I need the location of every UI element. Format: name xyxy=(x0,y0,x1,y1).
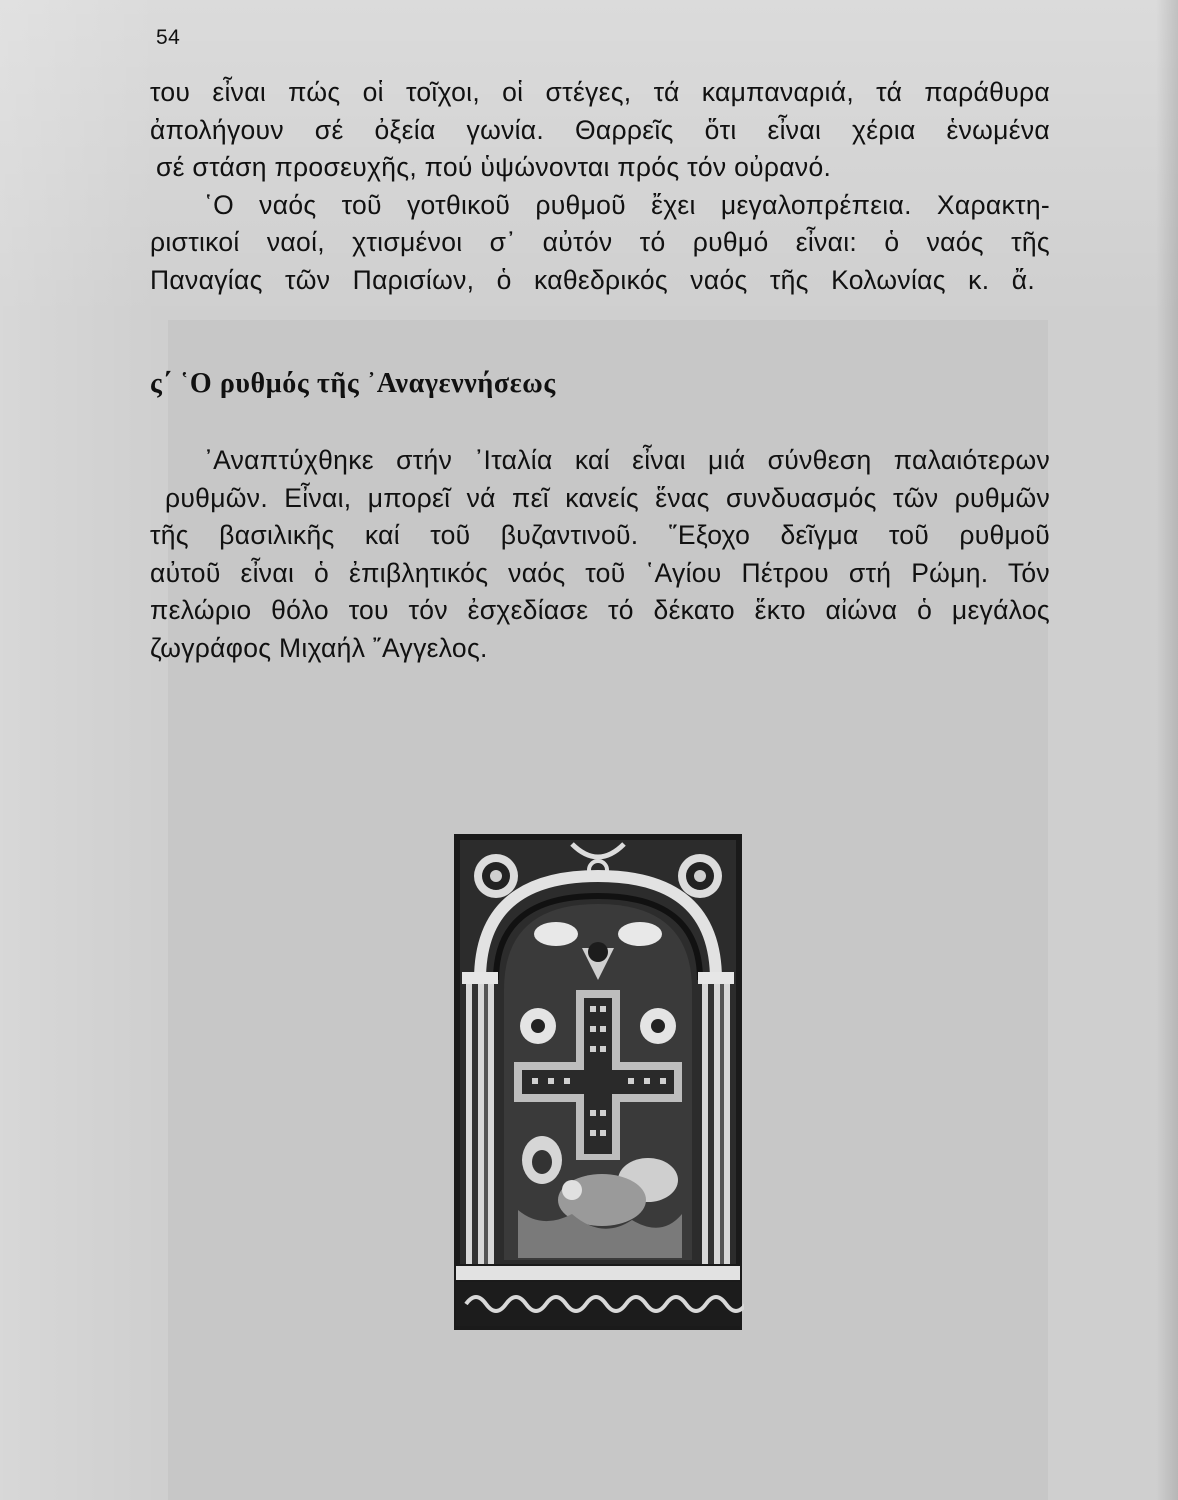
text-line: ἀπολήγουν σέ ὀξεία γωνία. Θαρρεῖς ὅτι εἶναι χέρια ἑνωμένα xyxy=(150,114,1050,145)
text-line: του εἶναι πώς οἱ τοῖχοι, οἱ στέγες, τά καμπαναριά, τά παράθυρα xyxy=(150,77,1050,107)
page-edge-shadow xyxy=(1156,0,1178,1500)
renaissance-relief-cross-icon xyxy=(452,830,744,1335)
text-line: ριστικοί ναοί, χτισμένοι σ᾽ αὐτόν τό ρυθμό εἶναι: ὁ ναός τῆς xyxy=(150,227,1050,257)
text-line: ρυθμῶν. Εἶναι, μπορεῖ νά πεῖ κανείς ἕνας συνδυασμός τῶν ρυθμῶν xyxy=(165,482,1050,513)
page-number: 54 xyxy=(156,26,181,49)
text-line: Παναγίας τῶν Παρισίων, ὁ καθεδρικός ναός τῆς Κολωνίας κ. ἄ. xyxy=(150,264,1035,295)
section-heading: ς΄ ῾Ο ρυθμός τῆς ᾽Αναγεννήσεως xyxy=(150,368,556,399)
paragraph-renaissance-style xyxy=(150,442,1050,667)
text-line: τῆς βασιλικῆς καί τοῦ βυζαντινοῦ. ῞Εξοχο δεῖγμα τοῦ ρυθμοῦ xyxy=(150,520,1050,550)
text-line: αὐτοῦ εἶναι ὁ ἐπιβλητικός ναός τοῦ ῾Αγίου Πέτρου στή Ρώμη. Τόν xyxy=(150,557,1050,588)
text-line: σέ στάση προσευχῆς, πού ὑψώνονται πρός τόν οὐρανό. xyxy=(156,152,832,182)
text-line: ζωγράφος Μιχαήλ ῎Αγγελος. xyxy=(150,632,488,663)
text-line: πελώριο θόλο του τόν ἐσχεδίασε τό δέκατο ἕκτο αἰώνα ὁ μεγάλος xyxy=(150,595,1050,625)
text-line: ῾Ο ναός τοῦ γοτθικοῦ ρυθμοῦ ἔχει μεγαλοπρέπεια. Χαρακτη- xyxy=(204,189,1050,220)
paragraph-gothic-style xyxy=(150,74,1050,299)
text-line: ᾽Αναπτύχθηκε στήν ᾽Ιταλία καί εἶναι μιά σύνθεση παλαιότερων xyxy=(204,445,1050,475)
